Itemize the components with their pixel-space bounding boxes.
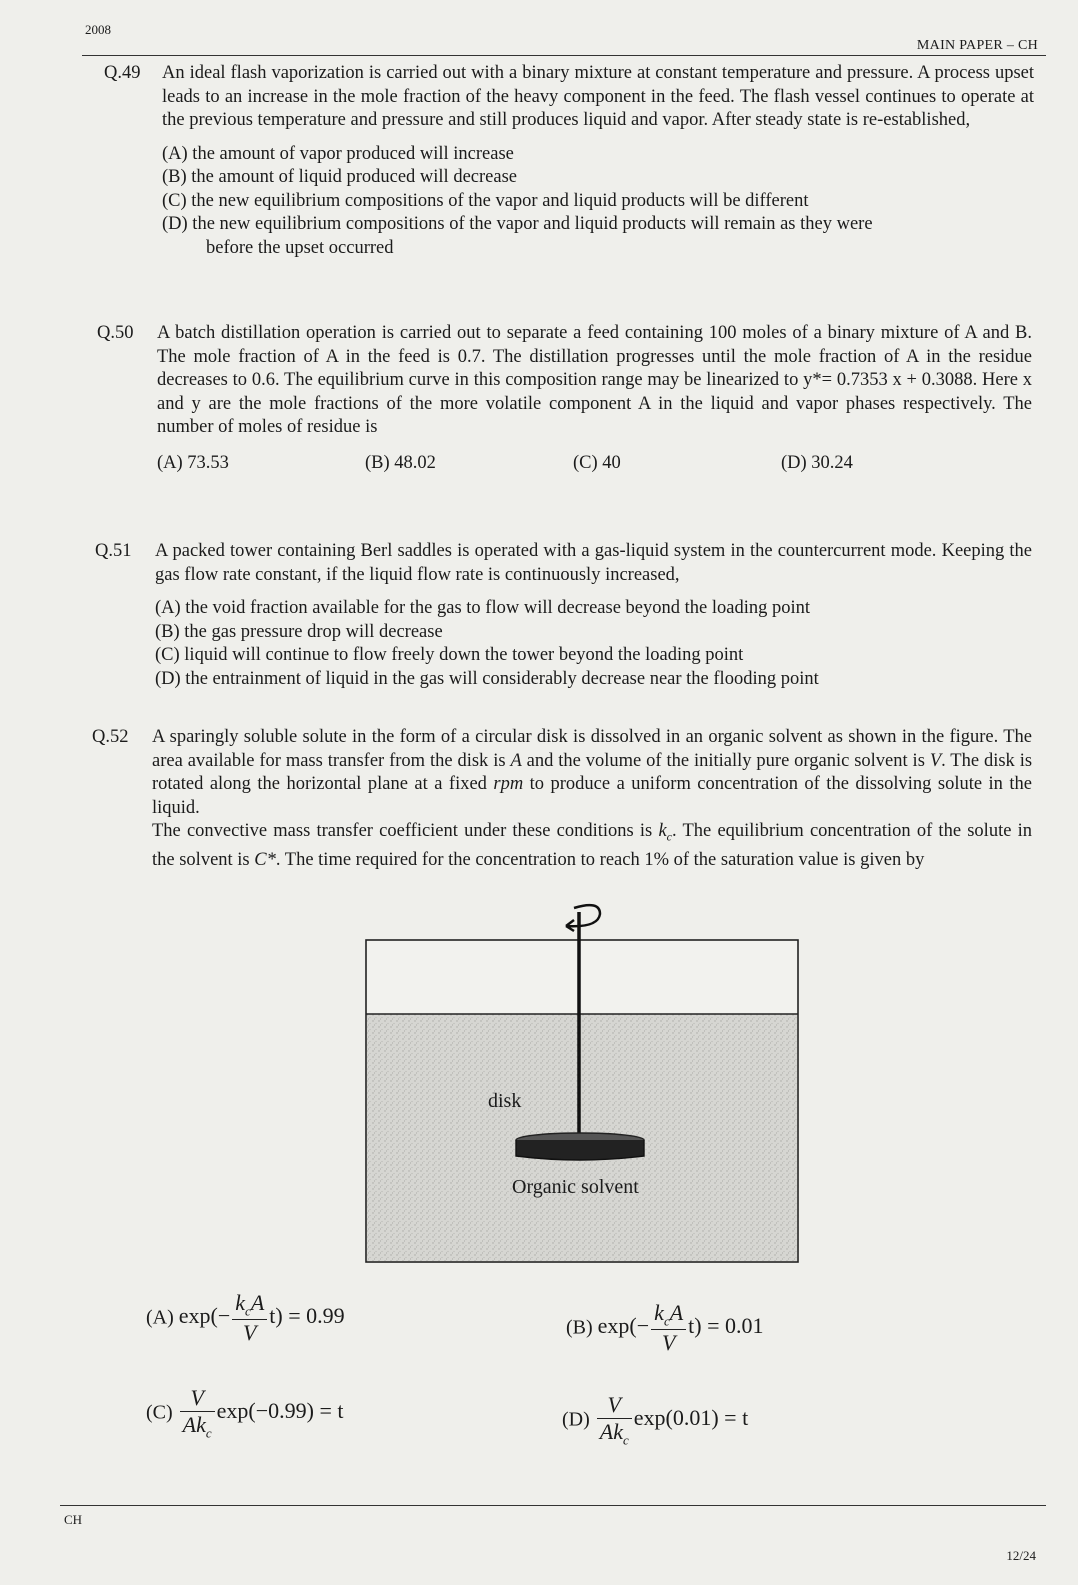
option-a: (A) the amount of vapor produced will increase <box>162 143 514 164</box>
footer-code: CH <box>64 1512 83 1527</box>
question-50 <box>97 322 1032 478</box>
option-d: (D) the entrainment of liquid in the gas will considerably decrease near the flooding point <box>155 668 819 689</box>
question-text: A batch distillation operation is carried out to separate a feed containing 100 moles of a binary mixture of A and B. The mole fraction of A in the feed is 0.7. The distillation progresses until the mole fraction of A in the residue decreases to 0.6. The equilibrium curve in this composition range may be linearized to y*= 0.7353 x + 0.3088. Here x and y are the mole fractions of the more volatile component A in the liquid and vapor phases respectively. The number of moles of residue is <box>157 323 1032 437</box>
text-span: . The disk is rotated along the horizontal plane at a fixed <box>152 750 1033 794</box>
numerator: k <box>654 1300 664 1325</box>
answer-b <box>566 1300 764 1356</box>
symbol-volume: V <box>929 750 942 771</box>
header-rule <box>82 55 1046 56</box>
question-number: Q.50 <box>97 323 134 343</box>
numerator: V <box>597 1392 632 1419</box>
question-number: Q.51 <box>95 541 132 561</box>
question-52 <box>92 726 1032 873</box>
answer-label: (C) <box>146 1401 173 1424</box>
text-span: to produce a uniform concentration of the dissolving solute in the liquid. <box>152 774 1032 818</box>
option-row <box>157 452 1032 478</box>
answer-d <box>562 1392 748 1448</box>
option-c: (C) liquid will continue to flow freely down the tower beyond the loading point <box>155 645 744 665</box>
expr: exp(−0.99) = t <box>216 1398 344 1424</box>
subscript: c <box>663 1313 670 1329</box>
question-text-paragraph-2 <box>152 820 1032 873</box>
option-list <box>162 143 1034 261</box>
numerator-tail: A <box>250 1290 265 1315</box>
disk-body <box>516 1140 644 1160</box>
answer-label: (A) <box>146 1306 174 1329</box>
answer-a <box>146 1290 345 1346</box>
denominator: Ak <box>599 1419 623 1444</box>
subscript: c <box>666 829 672 844</box>
text-span: A sparingly soluble solute in the form of a circular disk is dissolved in an organic solvent as shown in the figure. The area available for mass transfer from the disk is <box>152 727 1032 771</box>
question-49 <box>104 62 1034 260</box>
option-a: (A) 73.53 <box>157 452 229 473</box>
footer-page-number: 12/24 <box>1006 1548 1036 1563</box>
expr: exp(− <box>178 1303 231 1329</box>
option-d-continued: before the upset occurred <box>206 237 394 258</box>
header-paper: MAIN PAPER – CH <box>916 38 1038 53</box>
symbol-kc: k <box>658 821 667 841</box>
question-text: A packed tower containing Berl saddles is operated with a gas-liquid system in the countercurrent mode. Keeping the gas flow rate constant, if the liquid flow rate is continuously increased, <box>155 541 1032 585</box>
header-year: 2008 <box>85 22 111 37</box>
disk-label: disk <box>488 1090 522 1112</box>
option-d: (D) the new equilibrium compositions of the vapor and liquid products will remain as they were <box>162 214 873 234</box>
question-text: An ideal flash vaporization is carried out with a binary mixture at constant temperature and pressure. A process upset leads to an increase in the mole fraction of the heavy component in the feed. The flash vessel continues to operate at the previous temperature and pressure and still produces liquid and vapor. After steady state is re-established, <box>162 63 1034 130</box>
solvent-label: Organic solvent <box>512 1176 639 1198</box>
expr: t) = 0.99 <box>269 1303 345 1329</box>
subscript: c <box>245 1303 251 1319</box>
question-number: Q.52 <box>92 727 129 747</box>
subscript: c <box>622 1432 629 1448</box>
symbol-area: A <box>510 750 522 771</box>
numerator: V <box>180 1385 215 1412</box>
option-b: (B) the amount of liquid produced will decrease <box>162 167 517 187</box>
option-d: (D) 30.24 <box>781 452 853 473</box>
denominator: V <box>243 1320 257 1346</box>
numerator-tail: A <box>669 1300 684 1325</box>
option-c: (C) the new equilibrium compositions of the vapor and liquid products will be different <box>162 190 809 211</box>
option-b: (B) 48.02 <box>365 452 436 473</box>
question-51 <box>95 540 1032 691</box>
subscript: c <box>205 1425 212 1441</box>
numerator: k <box>235 1290 246 1315</box>
expr: exp(0.01) = t <box>633 1405 749 1431</box>
text-span: The convective mass transfer coefficient under these conditions is <box>152 821 653 841</box>
symbol-rpm: rpm <box>493 774 524 794</box>
expr: t) = 0.01 <box>688 1313 764 1339</box>
answer-c <box>146 1385 344 1441</box>
option-b: (B) the gas pressure drop will decrease <box>155 621 443 642</box>
disk-dissolution-figure <box>360 900 810 1290</box>
symbol-c-star: C* <box>254 850 276 871</box>
text-span: and the volume of the initially pure organic solvent is <box>526 750 925 771</box>
text-span: . The time required for the concentration to reach 1% of the saturation value is given by <box>275 850 925 871</box>
footer-rule <box>60 1505 1046 1506</box>
option-list <box>155 597 1032 691</box>
question-number: Q.49 <box>104 63 141 83</box>
denominator: Ak <box>182 1412 206 1437</box>
option-c: (C) 40 <box>573 452 621 473</box>
text-span: . The equilibrium concentration of the solute in the solvent is <box>152 821 1033 871</box>
question-text-paragraph-1 <box>152 726 1032 820</box>
denominator: V <box>661 1330 676 1356</box>
expr: exp(− <box>597 1313 650 1339</box>
answer-label: (D) <box>562 1408 590 1431</box>
option-a: (A) the void fraction available for the gas to flow will decrease beyond the loading point <box>155 598 810 618</box>
answer-label: (B) <box>566 1316 593 1339</box>
